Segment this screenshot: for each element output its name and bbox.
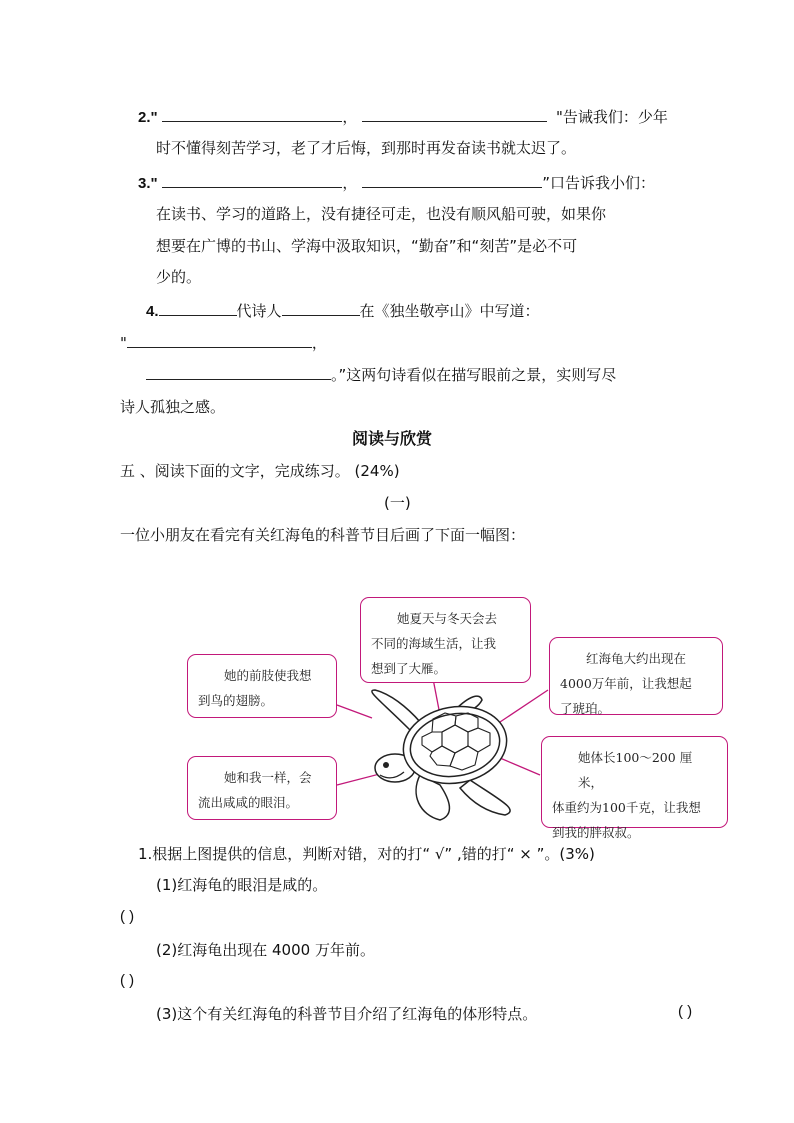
question-number: 3.": [138, 175, 158, 192]
speech-bubble-top: [360, 597, 531, 683]
question-number: 4.: [146, 303, 159, 320]
question-text: "告诫我们：少年: [555, 108, 668, 126]
part-5-heading: 五 、阅读下面的文字，完成练习。 (24%): [120, 462, 400, 480]
question-1-item-1: (1)红海龟的眼泪是咸的。: [156, 876, 328, 894]
bubble-line: 红海龟大约出现在: [586, 651, 687, 666]
bubble-line: 想到了大雁。: [371, 661, 447, 676]
bubble-line: 她夏天与冬天会去: [397, 611, 498, 626]
question-1-item-2: (2)红海龟出现在 4000 万年前。: [156, 941, 375, 959]
question-3-line-3: 想要在广博的书山、学海中汲取知识，“勤奋”和“刻苦”是必不可: [156, 237, 578, 255]
question-text: 。”这两句诗看似在描写眼前之景，实则写尽: [331, 366, 617, 384]
part-5-intro: 一位小朋友在看完有关红海龟的科普节目后画了下面一幅图：: [120, 526, 526, 544]
bubble-line: 她体长100～200 厘米，: [578, 750, 693, 790]
bubble-line: 4000万年前，让我想起: [560, 676, 692, 691]
bubble-line: 她的前肢使我想: [224, 668, 312, 683]
bubble-line: 到鸟的翅膀。: [198, 693, 274, 708]
answer-box-2[interactable]: ( ): [120, 972, 135, 989]
bubble-line: 流出咸咸的眼泪。: [198, 795, 299, 810]
question-number: 2.": [138, 109, 158, 126]
speech-bubble-left-bottom: [187, 756, 337, 820]
question-4-line-4: 诗人孤独之感。: [120, 398, 226, 416]
question-1-item-3: (3)这个有关红海龟的科普节目介绍了红海龟的体形特点。: [156, 1005, 538, 1023]
comma: ，: [311, 334, 327, 352]
question-text: 在《独坐敬亭山》中写道：: [359, 302, 540, 320]
question-1-prompt: 1.根据上图提供的信息，判断对错，对的打“ √” ,错的打“ × ”。(3%): [138, 845, 595, 863]
question-3-line-2: 在读书、学习的道路上，没有捷径可走，也没有顺风船可驶，如果你: [156, 205, 607, 223]
open-quote: ": [120, 334, 127, 352]
speech-bubble-left-top: [187, 654, 337, 718]
question-2-line-2: 时不懂得刻苦学习，老了才后悔，到那时再发奋读书就太迟了。: [156, 139, 577, 157]
question-text: ”口告诉我小们：: [542, 174, 655, 192]
bubble-line: 不同的海域生活，让我: [371, 636, 497, 651]
answer-box-3[interactable]: ( ): [678, 1003, 693, 1020]
bubble-line: 她和我一样，会: [224, 770, 312, 785]
bubble-line: 体重约为100千克，让我想: [552, 800, 701, 815]
bubble-line: 了琥珀。: [560, 701, 611, 716]
speech-bubble-right-top: [549, 637, 723, 715]
comma: ，: [342, 108, 358, 126]
turtle-icon: [372, 690, 513, 820]
speech-bubble-right-bottom: [541, 736, 728, 840]
question-text: 代诗人: [236, 302, 282, 320]
question-3-line-4: 少的。: [156, 268, 202, 286]
answer-box-1[interactable]: ( ): [120, 908, 135, 925]
part-5-subheading: (一): [384, 494, 411, 512]
turtle-eye: [383, 762, 389, 768]
comma: ，: [342, 174, 358, 192]
bubble-line: 到我的胖叔叔。: [552, 825, 640, 840]
section-title: 阅读与欣赏: [352, 429, 433, 448]
